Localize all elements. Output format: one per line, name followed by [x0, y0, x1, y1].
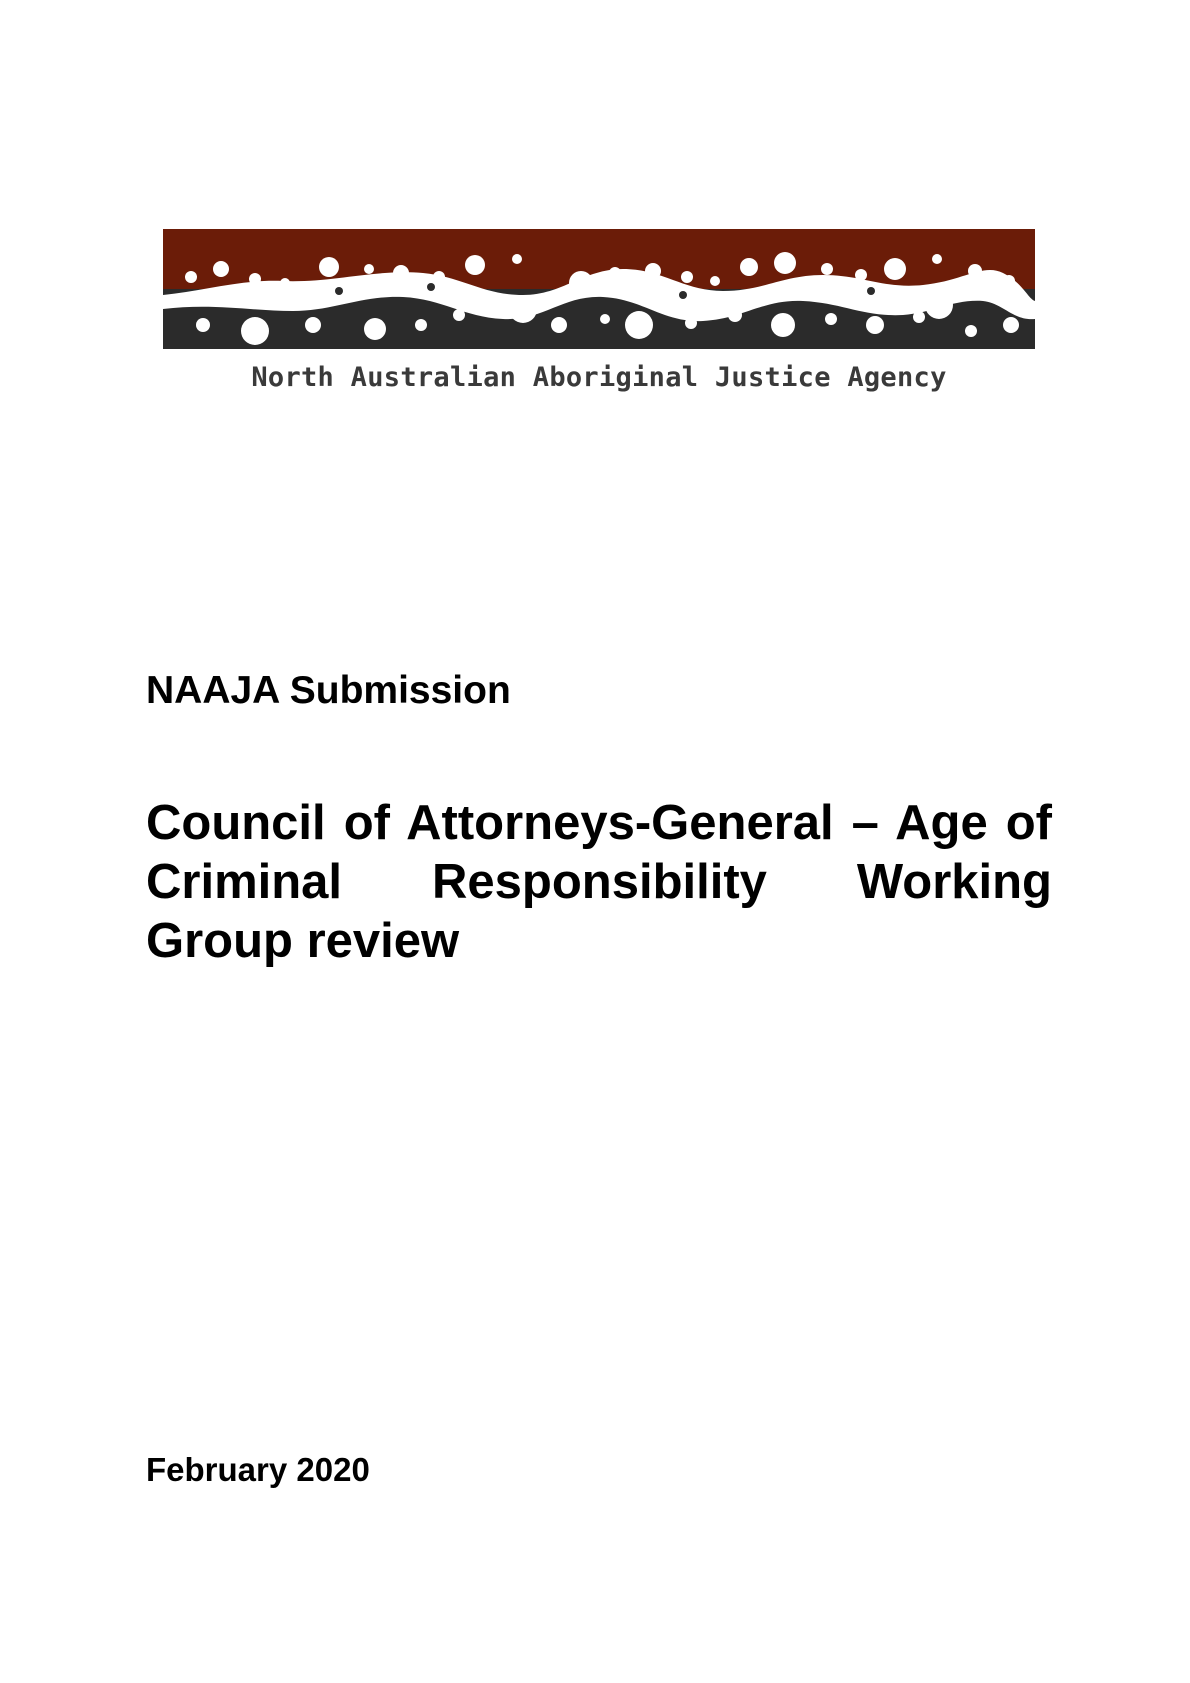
document-title: Council of Attorneys-General – Age of Criminal Responsibility Working Group review [146, 796, 1052, 968]
document-date: February 2020 [146, 1451, 370, 1488]
logo-organisation-name: North Australian Aboriginal Justice Agency [251, 362, 947, 393]
submission-label: NAAJA Submission [146, 669, 511, 712]
naaja-logo-banner [163, 229, 1035, 349]
